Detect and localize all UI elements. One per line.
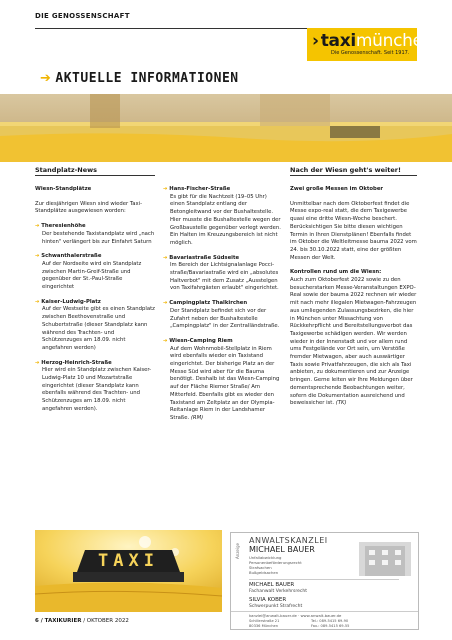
item-body: Auf dem Wohnmobil-Stellplatz in Riem wird ebenfalls wieder ein Taxistand eingerichtet. Der bisherige Platz an der Messe Süd wird aber für die Bauma benötigt. Deshalb ist das Wiesn-Camping auf der Fläche Riemer Straße/ Am Mitterfeld. Ebenfalls gibt es wieder den Taxistand am Zeltplatz an der Olympia-Reitanlage Riem in der Landshamer Straße. xyxy=(170,345,280,421)
footer-page: 6 / TAXIKURIER xyxy=(35,618,82,624)
item-head: Bavariastraße Südseite xyxy=(169,254,240,261)
ad-divider xyxy=(231,611,418,612)
item-body: Im Bereich der Lichtsignalanlage Pocci-straße/Bavariastraße wird ein „absolutes Haltverbot" mit dem Zusatz „Ausstelgen von Taxifahrgästen erlaubt" eingerichtet. xyxy=(170,262,279,292)
column-3-paragraph-1: Unmittelbar nach dem Oktoberfest findet die Messe expo-real statt, die dem Taxigewerbe quasi eine dritte Wiesn-Woche beschert. Berücksichtigen Sie bitte diesen wichtigen Termin in Ihren Dienstplänen! Ebenfalls findet im Oktober die Weltleitmesse bauma 2022 vom 24. bis 30.10.2022 statt, eine der größten Messen der Welt. xyxy=(290,200,417,261)
page-footer xyxy=(35,618,129,624)
law-firm-advertisement xyxy=(230,532,419,630)
bullet-arrow-icon: ➔ xyxy=(163,337,170,344)
bullet-arrow-icon: ➔ xyxy=(35,253,42,260)
ad-area: Personenbeförderungsrecht xyxy=(249,560,302,565)
ad-contact[interactable]: kanzlei@anwalt-bauer.de · www.anwalt-bauer.de xyxy=(249,613,342,618)
lawyer-1-role: Fachanwalt Verkehrsrecht xyxy=(249,589,307,594)
logo-taxi-text: taxi xyxy=(320,31,356,51)
ad-divider xyxy=(249,579,399,580)
item-head: Theresienhöhe xyxy=(41,223,86,230)
heading-arrow-icon: ➔ xyxy=(40,71,52,86)
section-label: DIE GENOSSENSCHAFT xyxy=(35,12,130,20)
ad-address-line: 80336 München xyxy=(249,623,278,628)
item-body: Der Standplatz befindet sich vor der Zufahrt neben der Bushaltestelle „Campingplatz" in der Zentralländstraße. xyxy=(170,307,280,330)
author-signature: (TK) xyxy=(335,400,347,407)
standplatz-item xyxy=(163,300,283,331)
column-2 xyxy=(163,186,283,423)
bullet-arrow-icon: ➔ xyxy=(163,186,170,192)
standplatz-item xyxy=(163,186,283,248)
column-1-title: Wiesn-Standplätze xyxy=(35,186,92,192)
lawyer-2-role: Schwerpunkt Strafrecht xyxy=(249,604,303,609)
item-body: Hier wird ein Standplatz zwischen Kaiser-Ludwig-Platz 10 und Mozartstraße eingerichtet (dieser Standplatz kann ebenfalls während des Trachten- und Schützenzuges am 18.09. nicht angefahren werden). xyxy=(42,367,152,412)
standplatz-item xyxy=(163,255,283,294)
ad-side-label: Anzeige xyxy=(235,543,240,559)
hero-photo xyxy=(0,94,452,162)
standplatz-item xyxy=(35,299,155,353)
taxi-sign-photo xyxy=(35,530,222,612)
ad-phone: Tel.: 089-5415 69-90 xyxy=(311,619,349,623)
item-head: Kaiser-Ludwig-Platz xyxy=(41,298,101,305)
column-3 xyxy=(290,186,417,408)
logo-tagline: Die Genossenschaft. Seit 1917. xyxy=(331,50,410,56)
taxi-sign-text: TAXI xyxy=(98,551,159,571)
ad-practice-areas xyxy=(249,555,302,575)
bullet-arrow-icon: ➔ xyxy=(35,359,42,366)
rubric-right-line xyxy=(290,175,417,176)
footer-issue: / OKTOBER 2022 xyxy=(83,618,129,624)
bullet-arrow-icon: ➔ xyxy=(35,223,42,230)
rubric-left-line xyxy=(35,175,155,176)
column-3-title: Zwei große Messen im Oktober xyxy=(290,186,384,192)
item-head: Campingplatz Thalkirchen xyxy=(169,300,248,307)
item-head: Wiesn-Camping Riem xyxy=(169,337,233,344)
building-photo xyxy=(359,542,411,576)
standplatz-item xyxy=(35,253,155,292)
logo-city-text: münchen xyxy=(355,31,434,51)
page-title: AKTUELLE INFORMATIONEN xyxy=(55,71,239,86)
column-1 xyxy=(35,186,155,414)
item-body: Es gibt für die Nachtzeit (19–05 Uhr) einen Standplatz entlang der Betongleitwand vor der Bushaltestelle. Hier musste die Bushaltestelle wegen der Großbaustelle gegenüber verlegt werden. Ein Halten im Kreuzungsbereich ist nicht möglich. xyxy=(170,193,281,246)
ad-address-line: Schillerstraße 21 xyxy=(249,619,280,623)
rubric-right: Nach der Wiesn geht's weiter! xyxy=(290,166,401,174)
bullet-arrow-icon: ➔ xyxy=(163,300,170,307)
ad-title-2: MICHAEL BAUER xyxy=(249,545,315,554)
ad-area: Bußgeldsachen xyxy=(249,570,279,575)
taxi-muenchen-logo xyxy=(312,31,433,51)
bullet-arrow-icon: ➔ xyxy=(163,254,170,261)
rubric-left: Standplatz-News xyxy=(35,166,98,174)
page-heading xyxy=(40,71,239,86)
item-head: Hans-Fischer-Straße xyxy=(169,186,231,192)
bullet-arrow-icon: ➔ xyxy=(35,298,42,305)
column-3-paragraph-2: Auch zum Oktoberfest 2022 sowie zu den besucherstarken Messe-Veranstaltungen EXPO-Real sowie der bauma 2022 rechnen wir wieder mit nach mehr illegalen Mietwagen-Fahrzeugen aus umliegenden Zulassungsbezirken, die hier in München unter Missachtung von Rückkehrpflicht und Bereitstellungsverbot das Taxigewerbe schädigen werden. Wir werden wieder in der Innenstadt und vor allem rund ums Festgelände vor Ort sein, um Verstöße fremder Mietwagen, aber auch auswärtiger Taxis sowie Privatfahrzeugen, die sich als Taxi anbieten, zu dokumentieren und zur Anzeige bringen. Gerne leiten wir Ihre Meldungen über dementsprechende Beobachtungen weiter, sofern die Dokumentation ausreichend und beweissicher ist. xyxy=(290,277,417,407)
ad-phone-fax xyxy=(311,619,349,628)
lawyer-2-name: SILVIA KOBER xyxy=(249,597,287,603)
ad-area: Strafsachen xyxy=(249,565,272,570)
item-head: Schwanthalerstraße xyxy=(41,253,102,260)
item-body: Auf der Westseite gibt es einen Standplatz zwischen Beethovenstraße und Schubertstraße (dieser Standplatz kann während des Trachten- und Schützenzuges am 18.09. nicht angefahren werden) xyxy=(42,306,155,351)
ad-address xyxy=(249,619,279,628)
column-1-intro: Zur diesjährigen Wiesn sind wieder Taxi-Standplätze ausgewiesen worden: xyxy=(35,200,143,215)
column-3-subhead: Kontrollen rund um die Wiesn: xyxy=(290,269,382,276)
standplatz-item xyxy=(163,338,283,423)
ad-fax: Fax.: 089-5415 69-55 xyxy=(311,623,350,628)
item-body: Auf der Nordseite wird ein Standplatz zwischen Martin-Greif-Straße und gegenüber der St.-Paul-Straße eingerichtet xyxy=(42,260,142,291)
item-body: Der bestehende Taxistandplatz wird „nach hinten" verlängert bis zur Einfahrt Saturn xyxy=(42,230,155,245)
ad-area: Unfallabwicklung xyxy=(249,555,282,560)
author-signature: (RM) xyxy=(190,414,204,421)
logo-arrow-icon: › xyxy=(312,31,319,51)
standplatz-item xyxy=(35,223,155,246)
ad-title-1: ANWALTSKANZLEI xyxy=(249,536,328,545)
standplatz-item xyxy=(35,360,155,414)
item-head: Herzog-Heinrich-Straße xyxy=(41,359,112,366)
lawyer-1-name: MICHAEL BAUER xyxy=(249,582,295,588)
